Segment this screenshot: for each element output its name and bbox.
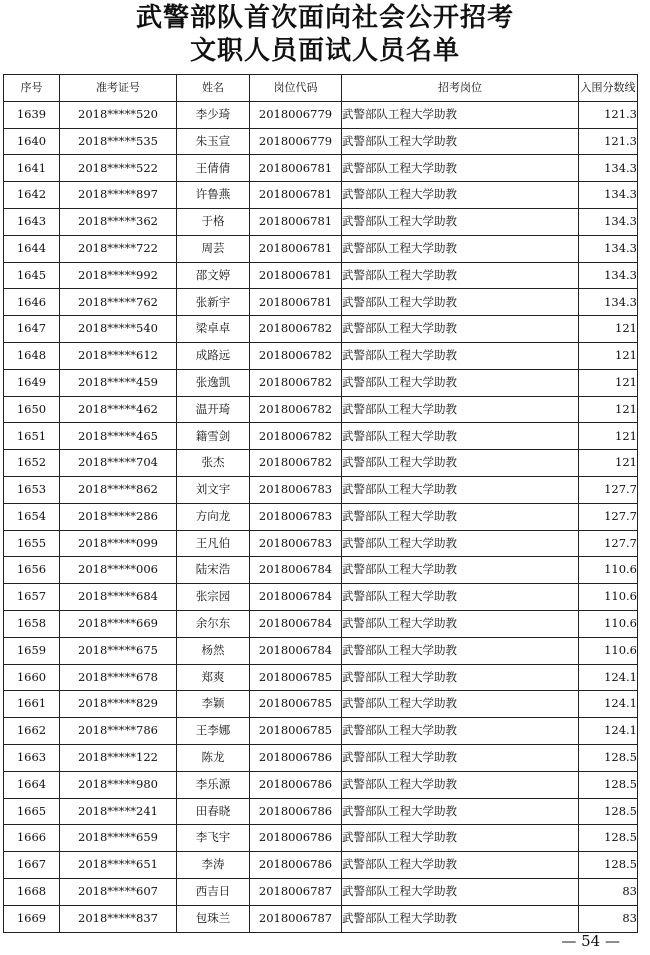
cell-cutoff-score: 121 bbox=[579, 396, 638, 423]
cell-name: 陆宋浩 bbox=[177, 557, 250, 584]
table-row bbox=[4, 182, 638, 209]
page-number: — 54 — bbox=[561, 932, 620, 950]
cell-name: 余尔东 bbox=[177, 610, 250, 637]
cell-seq: 1653 bbox=[4, 476, 60, 503]
cell-exam-number: 2018*****006 bbox=[60, 557, 177, 584]
cell-cutoff-score: 121.3 bbox=[579, 128, 638, 155]
cell-name: 刘文宇 bbox=[177, 476, 250, 503]
cell-exam-number: 2018*****540 bbox=[60, 316, 177, 343]
cell-seq: 1648 bbox=[4, 342, 60, 369]
cell-exam-number: 2018*****462 bbox=[60, 396, 177, 423]
cell-name: 成路远 bbox=[177, 342, 250, 369]
cell-cutoff-score: 121 bbox=[579, 342, 638, 369]
cell-name: 许鲁燕 bbox=[177, 182, 250, 209]
cell-exam-number: 2018*****675 bbox=[60, 637, 177, 664]
cell-post: 武警部队工程大学助教 bbox=[342, 610, 579, 637]
cell-exam-number: 2018*****862 bbox=[60, 476, 177, 503]
document-title-line2: 文职人员面试人员名单 bbox=[189, 36, 460, 66]
cell-seq: 1639 bbox=[4, 101, 60, 128]
cell-post: 武警部队工程大学助教 bbox=[342, 423, 579, 450]
cell-name: 梁卓卓 bbox=[177, 316, 250, 343]
cell-seq: 1666 bbox=[4, 825, 60, 852]
cell-post: 武警部队工程大学助教 bbox=[342, 905, 579, 932]
cell-post-code: 2018006779 bbox=[250, 128, 342, 155]
cell-seq: 1647 bbox=[4, 316, 60, 343]
cell-name: 杨然 bbox=[177, 637, 250, 664]
table-row bbox=[4, 637, 638, 664]
cell-cutoff-score: 121 bbox=[579, 369, 638, 396]
cell-cutoff-score: 127.7 bbox=[579, 503, 638, 530]
cell-cutoff-score: 134.3 bbox=[579, 289, 638, 316]
table-row bbox=[4, 208, 638, 235]
table-row bbox=[4, 342, 638, 369]
cell-cutoff-score: 128.5 bbox=[579, 744, 638, 771]
cell-exam-number: 2018*****704 bbox=[60, 450, 177, 477]
header-name: 姓名 bbox=[177, 75, 250, 102]
table-row bbox=[4, 584, 638, 611]
cell-cutoff-score: 134.3 bbox=[579, 208, 638, 235]
table-row bbox=[4, 503, 638, 530]
cell-cutoff-score: 110.6 bbox=[579, 637, 638, 664]
table-row bbox=[4, 771, 638, 798]
cell-post-code: 2018006782 bbox=[250, 369, 342, 396]
cell-cutoff-score: 121.3 bbox=[579, 101, 638, 128]
cell-post-code: 2018006784 bbox=[250, 557, 342, 584]
cell-seq: 1643 bbox=[4, 208, 60, 235]
cell-exam-number: 2018*****722 bbox=[60, 235, 177, 262]
cell-seq: 1661 bbox=[4, 691, 60, 718]
cell-post-code: 2018006786 bbox=[250, 771, 342, 798]
cell-post: 武警部队工程大学助教 bbox=[342, 155, 579, 182]
cell-post: 武警部队工程大学助教 bbox=[342, 476, 579, 503]
cell-post: 武警部队工程大学助教 bbox=[342, 450, 579, 477]
cell-name: 张杰 bbox=[177, 450, 250, 477]
cell-exam-number: 2018*****829 bbox=[60, 691, 177, 718]
cell-seq: 1640 bbox=[4, 128, 60, 155]
cell-post-code: 2018006786 bbox=[250, 798, 342, 825]
table-row bbox=[4, 316, 638, 343]
cell-post: 武警部队工程大学助教 bbox=[342, 503, 579, 530]
cell-cutoff-score: 110.6 bbox=[579, 584, 638, 611]
table-row bbox=[4, 450, 638, 477]
cell-post-code: 2018006781 bbox=[250, 262, 342, 289]
cell-cutoff-score: 110.6 bbox=[579, 610, 638, 637]
cell-cutoff-score: 128.5 bbox=[579, 852, 638, 879]
cell-post: 武警部队工程大学助教 bbox=[342, 852, 579, 879]
cell-post-code: 2018006783 bbox=[250, 476, 342, 503]
cell-seq: 1658 bbox=[4, 610, 60, 637]
cell-seq: 1663 bbox=[4, 744, 60, 771]
table-row bbox=[4, 530, 638, 557]
cell-name: 籍雪剑 bbox=[177, 423, 250, 450]
cell-post-code: 2018006782 bbox=[250, 450, 342, 477]
cell-name: 李少琦 bbox=[177, 101, 250, 128]
document-title-line1: 武警部队首次面向社会公开招考 bbox=[135, 3, 514, 33]
table-row bbox=[4, 396, 638, 423]
cell-name: 王倩倩 bbox=[177, 155, 250, 182]
table-row bbox=[4, 262, 638, 289]
cell-exam-number: 2018*****684 bbox=[60, 584, 177, 611]
header-seq: 序号 bbox=[4, 75, 60, 102]
cell-seq: 1652 bbox=[4, 450, 60, 477]
cell-name: 方向龙 bbox=[177, 503, 250, 530]
cell-name: 王凡伯 bbox=[177, 530, 250, 557]
table-body bbox=[4, 101, 638, 932]
table-row bbox=[4, 905, 638, 932]
cell-post-code: 2018006784 bbox=[250, 637, 342, 664]
table-row bbox=[4, 798, 638, 825]
cell-seq: 1664 bbox=[4, 771, 60, 798]
cell-post: 武警部队工程大学助教 bbox=[342, 316, 579, 343]
table-row bbox=[4, 369, 638, 396]
cell-post: 武警部队工程大学助教 bbox=[342, 718, 579, 745]
cell-exam-number: 2018*****651 bbox=[60, 852, 177, 879]
cell-name: 邵文婷 bbox=[177, 262, 250, 289]
cell-cutoff-score: 83 bbox=[579, 878, 638, 905]
cell-name: 西吉日 bbox=[177, 878, 250, 905]
cell-post: 武警部队工程大学助教 bbox=[342, 182, 579, 209]
cell-seq: 1668 bbox=[4, 878, 60, 905]
cell-seq: 1641 bbox=[4, 155, 60, 182]
header-post-code: 岗位代码 bbox=[250, 75, 342, 102]
cell-cutoff-score: 121 bbox=[579, 423, 638, 450]
cell-cutoff-score: 121 bbox=[579, 316, 638, 343]
cell-post-code: 2018006786 bbox=[250, 825, 342, 852]
cell-seq: 1650 bbox=[4, 396, 60, 423]
table-row bbox=[4, 610, 638, 637]
cell-exam-number: 2018*****099 bbox=[60, 530, 177, 557]
cell-name: 朱玉宣 bbox=[177, 128, 250, 155]
cell-seq: 1659 bbox=[4, 637, 60, 664]
cell-name: 周芸 bbox=[177, 235, 250, 262]
cell-name: 王李娜 bbox=[177, 718, 250, 745]
cell-post-code: 2018006787 bbox=[250, 905, 342, 932]
table-row bbox=[4, 128, 638, 155]
cell-exam-number: 2018*****535 bbox=[60, 128, 177, 155]
cell-cutoff-score: 124.1 bbox=[579, 691, 638, 718]
cell-post-code: 2018006779 bbox=[250, 101, 342, 128]
cell-post: 武警部队工程大学助教 bbox=[342, 530, 579, 557]
header-post: 招考岗位 bbox=[342, 75, 579, 102]
table-row bbox=[4, 878, 638, 905]
cell-name: 张逸凯 bbox=[177, 369, 250, 396]
cell-exam-number: 2018*****522 bbox=[60, 155, 177, 182]
cell-exam-number: 2018*****465 bbox=[60, 423, 177, 450]
table-row bbox=[4, 423, 638, 450]
table-row bbox=[4, 664, 638, 691]
cell-seq: 1660 bbox=[4, 664, 60, 691]
cell-post-code: 2018006783 bbox=[250, 503, 342, 530]
cell-post-code: 2018006782 bbox=[250, 316, 342, 343]
cell-post: 武警部队工程大学助教 bbox=[342, 744, 579, 771]
table-row bbox=[4, 289, 638, 316]
cell-exam-number: 2018*****980 bbox=[60, 771, 177, 798]
cell-exam-number: 2018*****612 bbox=[60, 342, 177, 369]
table-row bbox=[4, 852, 638, 879]
cell-seq: 1665 bbox=[4, 798, 60, 825]
cell-post-code: 2018006785 bbox=[250, 664, 342, 691]
cell-post: 武警部队工程大学助教 bbox=[342, 557, 579, 584]
cell-post-code: 2018006783 bbox=[250, 530, 342, 557]
header-exam-number: 准考证号 bbox=[60, 75, 177, 102]
cell-exam-number: 2018*****241 bbox=[60, 798, 177, 825]
cell-post: 武警部队工程大学助教 bbox=[342, 289, 579, 316]
table-row bbox=[4, 557, 638, 584]
cell-name: 李乐源 bbox=[177, 771, 250, 798]
cell-name: 李飞宇 bbox=[177, 825, 250, 852]
cell-post-code: 2018006782 bbox=[250, 396, 342, 423]
cell-name: 包珠兰 bbox=[177, 905, 250, 932]
cell-post: 武警部队工程大学助教 bbox=[342, 664, 579, 691]
cell-exam-number: 2018*****607 bbox=[60, 878, 177, 905]
cell-cutoff-score: 83 bbox=[579, 905, 638, 932]
cell-seq: 1669 bbox=[4, 905, 60, 932]
cell-exam-number: 2018*****786 bbox=[60, 718, 177, 745]
cell-exam-number: 2018*****659 bbox=[60, 825, 177, 852]
cell-cutoff-score: 134.3 bbox=[579, 155, 638, 182]
table-row bbox=[4, 155, 638, 182]
header-cutoff-score: 入围分数线 bbox=[579, 75, 638, 102]
cell-post: 武警部队工程大学助教 bbox=[342, 798, 579, 825]
cell-cutoff-score: 128.5 bbox=[579, 798, 638, 825]
cell-seq: 1656 bbox=[4, 557, 60, 584]
cell-post: 武警部队工程大学助教 bbox=[342, 771, 579, 798]
cell-cutoff-score: 127.7 bbox=[579, 530, 638, 557]
cell-post: 武警部队工程大学助教 bbox=[342, 878, 579, 905]
cell-seq: 1651 bbox=[4, 423, 60, 450]
cell-name: 温开琦 bbox=[177, 396, 250, 423]
cell-name: 张新宇 bbox=[177, 289, 250, 316]
cell-name: 李颖 bbox=[177, 691, 250, 718]
cell-post: 武警部队工程大学助教 bbox=[342, 235, 579, 262]
cell-post-code: 2018006781 bbox=[250, 289, 342, 316]
cell-exam-number: 2018*****122 bbox=[60, 744, 177, 771]
interview-roster-table bbox=[3, 74, 638, 933]
cell-post: 武警部队工程大学助教 bbox=[342, 691, 579, 718]
cell-cutoff-score: 134.3 bbox=[579, 262, 638, 289]
cell-post-code: 2018006785 bbox=[250, 691, 342, 718]
cell-seq: 1654 bbox=[4, 503, 60, 530]
cell-cutoff-score: 128.5 bbox=[579, 825, 638, 852]
cell-post: 武警部队工程大学助教 bbox=[342, 128, 579, 155]
cell-name: 郑爽 bbox=[177, 664, 250, 691]
cell-name: 李涛 bbox=[177, 852, 250, 879]
cell-seq: 1645 bbox=[4, 262, 60, 289]
cell-name: 于格 bbox=[177, 208, 250, 235]
cell-name: 张宗园 bbox=[177, 584, 250, 611]
cell-post: 武警部队工程大学助教 bbox=[342, 342, 579, 369]
cell-cutoff-score: 121 bbox=[579, 450, 638, 477]
cell-post: 武警部队工程大学助教 bbox=[342, 101, 579, 128]
cell-post-code: 2018006782 bbox=[250, 423, 342, 450]
cell-exam-number: 2018*****762 bbox=[60, 289, 177, 316]
cell-post: 武警部队工程大学助教 bbox=[342, 825, 579, 852]
cell-seq: 1642 bbox=[4, 182, 60, 209]
cell-seq: 1646 bbox=[4, 289, 60, 316]
cell-name: 陈龙 bbox=[177, 744, 250, 771]
cell-seq: 1649 bbox=[4, 369, 60, 396]
cell-post-code: 2018006787 bbox=[250, 878, 342, 905]
cell-cutoff-score: 124.1 bbox=[579, 718, 638, 745]
cell-cutoff-score: 124.1 bbox=[579, 664, 638, 691]
cell-cutoff-score: 128.5 bbox=[579, 771, 638, 798]
cell-exam-number: 2018*****362 bbox=[60, 208, 177, 235]
cell-post-code: 2018006781 bbox=[250, 155, 342, 182]
cell-post-code: 2018006784 bbox=[250, 584, 342, 611]
cell-post-code: 2018006786 bbox=[250, 744, 342, 771]
cell-post-code: 2018006781 bbox=[250, 182, 342, 209]
cell-post-code: 2018006782 bbox=[250, 342, 342, 369]
cell-cutoff-score: 110.6 bbox=[579, 557, 638, 584]
table-row bbox=[4, 718, 638, 745]
cell-cutoff-score: 134.3 bbox=[579, 235, 638, 262]
cell-seq: 1657 bbox=[4, 584, 60, 611]
table-header-row bbox=[4, 75, 638, 102]
cell-exam-number: 2018*****286 bbox=[60, 503, 177, 530]
cell-cutoff-score: 127.7 bbox=[579, 476, 638, 503]
cell-seq: 1662 bbox=[4, 718, 60, 745]
cell-post-code: 2018006781 bbox=[250, 235, 342, 262]
cell-exam-number: 2018*****837 bbox=[60, 905, 177, 932]
cell-exam-number: 2018*****678 bbox=[60, 664, 177, 691]
cell-exam-number: 2018*****459 bbox=[60, 369, 177, 396]
table-row bbox=[4, 476, 638, 503]
table-row bbox=[4, 101, 638, 128]
cell-post: 武警部队工程大学助教 bbox=[342, 208, 579, 235]
table-row bbox=[4, 235, 638, 262]
cell-exam-number: 2018*****897 bbox=[60, 182, 177, 209]
cell-post: 武警部队工程大学助教 bbox=[342, 369, 579, 396]
cell-post-code: 2018006786 bbox=[250, 852, 342, 879]
cell-seq: 1644 bbox=[4, 235, 60, 262]
cell-post-code: 2018006784 bbox=[250, 610, 342, 637]
cell-post: 武警部队工程大学助教 bbox=[342, 637, 579, 664]
cell-cutoff-score: 134.3 bbox=[579, 182, 638, 209]
cell-post: 武警部队工程大学助教 bbox=[342, 584, 579, 611]
cell-seq: 1655 bbox=[4, 530, 60, 557]
table-row bbox=[4, 691, 638, 718]
cell-post-code: 2018006785 bbox=[250, 718, 342, 745]
table-row bbox=[4, 825, 638, 852]
cell-exam-number: 2018*****992 bbox=[60, 262, 177, 289]
cell-post: 武警部队工程大学助教 bbox=[342, 396, 579, 423]
cell-post-code: 2018006781 bbox=[250, 208, 342, 235]
table-row bbox=[4, 744, 638, 771]
cell-name: 田春晓 bbox=[177, 798, 250, 825]
cell-post: 武警部队工程大学助教 bbox=[342, 262, 579, 289]
cell-exam-number: 2018*****669 bbox=[60, 610, 177, 637]
cell-exam-number: 2018*****520 bbox=[60, 101, 177, 128]
cell-seq: 1667 bbox=[4, 852, 60, 879]
